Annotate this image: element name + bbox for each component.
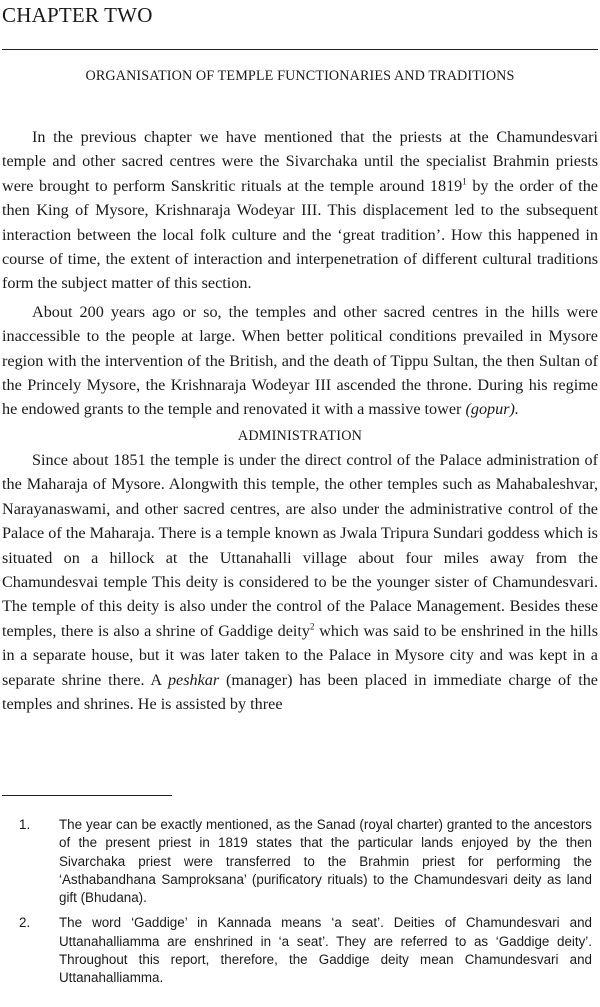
paragraph-2: [2, 300, 598, 422]
footnotes: [2, 816, 592, 995]
paragraph-1-text-b: by the order of the then King of Mysore, Krishnaraja Wodeyar III. This displacement led to the subsequent interaction between the local folk culture and the ‘great tradition’. How this happened in course of time, the extent of interaction and interpenetration of different cultural traditions form the subject matter of this section.: [2, 176, 598, 293]
footnote-text: The year can be exactly mentioned, as the Sanad (royal charter) granted to the ancestors of the present priest in 1819 states that the particular lands enjoyed by the then Sivarchaka priest were transferred to the Brahmin priest for performing the ‘Asthabandhana Samproksana’ (purificatory rituals) to the Chamundesvari deity as land gift (Bhudana).: [59, 817, 592, 906]
section-title: ORGANISATION OF TEMPLE FUNCTIONARIES AND TRADITIONS: [85, 68, 515, 84]
footnote-number: 2.: [19, 915, 31, 931]
paragraph-1-text-a: In the previous chapter we have mentioned that the priests at the Chamundesvari temple and other sacred centres were the Sivarchaka until the specialist Brahmin priests were brought to perform Sanskritic rituals at the temple around 1819: [2, 128, 598, 195]
footnote-ref-1: 1: [462, 176, 467, 187]
paragraph-3: [2, 448, 598, 716]
paragraph-1: [2, 125, 598, 296]
paragraph-3-italic: peshkar: [167, 670, 220, 689]
footnote-number: 1.: [19, 817, 31, 832]
footnote-2: [2, 914, 592, 987]
paragraph-3-text-a: Since about 1851 the temple is under the direct control of the Palace administration of the Maharaja of Mysore. Alongwith this temple, the other temples such as Mahabaleshvar, Narayanaswami, and other sacred centres, are also under the administrative control of the Palace of the Maharaja. There is a temple known as Jwala Tripura Sundari goddess which is situated on a hillock at the Uttanahalli village about four miles away from the Chamundesvai temple This deity is considered to be the younger sister of Chamundesvari. The temple of this deity is also under the control of the Palace Management. Besides these temples, there is also a shrine of Gaddige deity: [2, 450, 598, 640]
header-rule: [2, 49, 598, 50]
body-text: [2, 125, 598, 716]
paragraph-2-italic: (gopur).: [465, 400, 519, 419]
footnote-ref-2: 2: [310, 621, 315, 632]
administration-subheading: ADMINISTRATION: [237, 427, 363, 444]
footnote-text: The word ‘Gaddige’ in Kannada means ‘a seat’. Deities of Chamundesvari and Uttanahalliamma are enshrined in ‘a seat’. They are referred to as ‘Gaddige deity’. Throughout this report, therefore, the Gaddige deity mean Chamundesvari and Uttanahalliamma.: [59, 915, 592, 986]
chapter-heading: CHAPTER TWO: [2, 3, 153, 27]
footnote-rule: [2, 795, 172, 796]
footnote-1: [2, 816, 592, 907]
paragraph-3-text-c: (manager) has been placed in immediate charge of the temples and shrines. He is assisted by three: [2, 670, 598, 713]
paragraph-3-text-b: which was said to be enshrined in the hills in a separate house, but it was later taken to the Palace in Mysore city and was kept in a separate shrine there. A: [2, 621, 598, 689]
paragraph-2-text: About 200 years ago or so, the temples and other sacred centres in the hills were inaccessible to the people at large. When better political conditions prevailed in Mysore region with the intervention of the British, and the death of Tippu Sultan, the then Sultan of the Princely Mysore, the Krishnaraja Wodeyar III ascended the throne. During his regime he endowed grants to the temple and renovated it with a massive tower: [2, 302, 598, 419]
